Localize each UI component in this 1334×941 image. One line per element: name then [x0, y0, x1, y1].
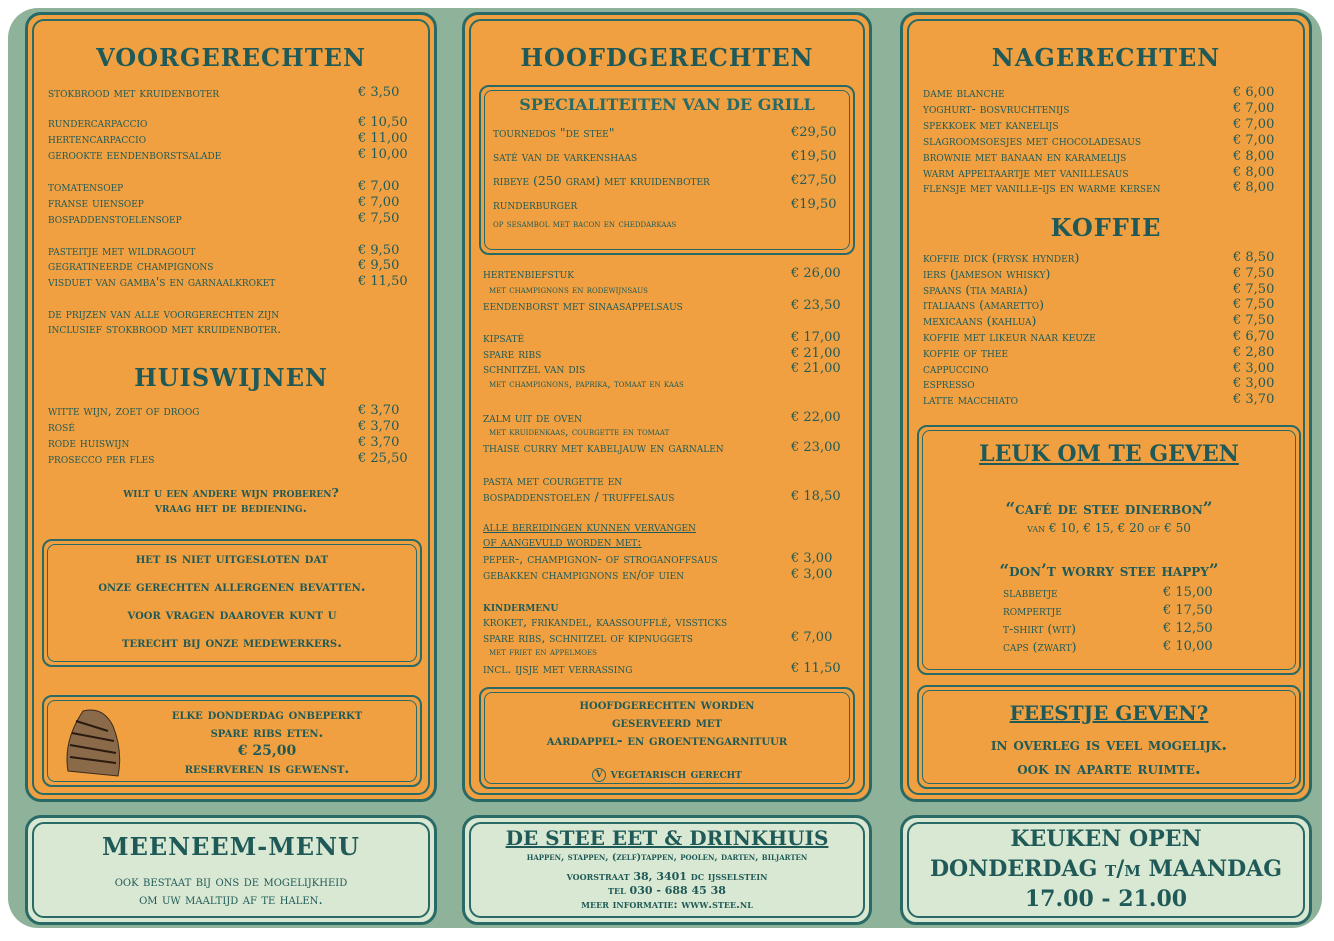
menu-item: latte macchiato: [923, 392, 1018, 407]
voorgerechten-title: VOORGERECHTEN: [96, 43, 366, 72]
stee-panel: [462, 815, 872, 925]
middle-panel: [462, 12, 872, 802]
menu-item: kindermenu: [483, 599, 559, 614]
menu-price: € 22,00: [791, 410, 841, 425]
menu-price: € 7,00: [358, 195, 400, 210]
menu-price: € 17,50: [1163, 603, 1213, 618]
menu-price: €19,50: [791, 149, 837, 164]
menu-price: € 10,00: [1163, 639, 1213, 654]
menu-item: rosé: [48, 419, 75, 434]
menu-item: runderburger: [493, 197, 578, 212]
menu-item: koffie of thee: [923, 345, 1009, 360]
koffie-title: KOFFIE: [1050, 213, 1162, 242]
menu-price: € 7,50: [1233, 266, 1275, 281]
menu-item: franse uiensoep: [48, 195, 144, 210]
menu-price: € 8,50: [1233, 250, 1275, 265]
menu-item: prosecco per fles: [48, 451, 155, 466]
menu-item: t-shirt (wit): [1003, 621, 1076, 636]
menu-item: visduet van gamba's en garnaalkroket: [48, 274, 276, 289]
feest-line: ook in aparte ruimte.: [1017, 759, 1201, 779]
ribs-line: elke donderdag onbeperkt: [171, 707, 363, 723]
menu-price: € 3,70: [1233, 392, 1275, 407]
menu-item: met champignons, paprika, tomaat en kaas: [489, 378, 684, 390]
vegetarian-icon: V: [592, 768, 606, 782]
stee-sub: happen, stappen, (zelf)tappen, poolen, darten, biljarten: [526, 852, 808, 863]
menu-price: € 7,00: [1233, 117, 1275, 132]
menu-price: € 3,70: [358, 419, 400, 434]
menu-price: € 18,50: [791, 489, 841, 504]
menu-item: peper-, champignon- of stroganoffsaus: [483, 551, 718, 566]
keuken-panel: [900, 815, 1312, 925]
menu-item: witte wijn, zoet of droog: [48, 403, 200, 418]
menu-item: schnitzel van dis: [483, 361, 586, 376]
keuken-line: KEUKEN OPEN: [1010, 826, 1202, 852]
menu-price: € 7,50: [1233, 282, 1275, 297]
huiswijnen-title: HUISWIJNEN: [134, 363, 328, 392]
wijn-note: wilt u een andere wijn proberen?: [123, 485, 339, 500]
menu-item: alle bereidingen kunnen vervangen: [483, 519, 696, 534]
menu-item: hertencarpaccio: [48, 131, 147, 146]
menu-price: € 11,50: [791, 661, 841, 676]
meeneem-panel: [25, 815, 437, 925]
menu-item: gegratineerde champignons: [48, 258, 214, 273]
menu-price: € 23,00: [791, 440, 841, 455]
menu-item: flensje met vanille-ijs en warme kersen: [923, 180, 1161, 195]
grill-box: [479, 85, 855, 255]
meeneem-line: ook bestaat bij ons de mogelijkheid: [114, 874, 348, 890]
garnish-line: geserveerd met: [612, 715, 722, 731]
allergen-line: voor vragen daarover kunt u: [127, 607, 337, 623]
menu-price: € 21,00: [791, 346, 841, 361]
ribs-line: reserveren is gewenst.: [184, 761, 350, 777]
menu-item: incl. ijsje met verrassing: [483, 661, 633, 676]
menu-price: € 26,00: [791, 266, 841, 281]
stee-title: DE STEE EET & DRINKHUIS: [505, 826, 829, 850]
meeneem-title: MEENEEM-MENU: [102, 832, 360, 861]
menu-price: € 7,00: [1233, 101, 1275, 116]
menu-item: thaise curry met kabeljauw en garnalen: [483, 440, 724, 455]
menu-item: koffie met likeur naar keuze: [923, 329, 1096, 344]
menu-item: hertenbiefstuk: [483, 266, 574, 281]
menu-price: € 7,50: [1233, 297, 1275, 312]
stee-website[interactable]: meer informatie: www.stee.nl: [581, 898, 753, 911]
menu-item: met kruidenkaas, courgette en tomaat: [489, 426, 670, 438]
menu-item: tomatensoep: [48, 179, 124, 194]
menu-item: cappuccino: [923, 361, 989, 376]
menu-item: kipsaté: [483, 330, 525, 345]
garnish-box: [479, 687, 855, 789]
menu-item: dame blanche: [923, 85, 1005, 100]
menu-item: iers (jameson whisky): [923, 266, 1051, 281]
menu-price: €19,50: [791, 197, 837, 212]
menu-item: saté van de varkenshaas: [493, 149, 638, 164]
menu-price: € 3,70: [358, 435, 400, 450]
menu-price: € 7,00: [358, 179, 400, 194]
menu-item: yoghurt- bosvruchtenijs: [923, 101, 1070, 116]
menu-price: € 21,00: [791, 361, 841, 376]
menu-price: € 3,00: [1233, 376, 1275, 391]
garnish-line: hoofdgerechten worden: [579, 697, 755, 713]
menu-price: € 11,50: [358, 274, 408, 289]
menu-item: gerookte eendenborstsalade: [48, 147, 222, 162]
menu-item: spare ribs, schnitzel of kipnuggets: [483, 630, 693, 645]
menu-price: € 23,50: [791, 298, 841, 313]
ribs-box: [42, 695, 422, 787]
menu-price: € 7,00: [791, 630, 833, 645]
allergen-line: onze gerechten allergenen bevatten.: [98, 579, 366, 595]
menu-price: € 3,00: [791, 567, 833, 582]
menu-item: met friet en appelmoes: [489, 646, 597, 658]
ribs-line: spare ribs eten.: [210, 725, 324, 741]
menu-item: rundercarpaccio: [48, 115, 148, 130]
menu-item: brownie met banaan en karamelijs: [923, 149, 1127, 164]
menu-item: zalm uit de oven: [483, 410, 582, 425]
garnish-line: aardappel- en groentengarnituur: [546, 733, 788, 749]
menu-item: pasta met courgette en: [483, 473, 623, 488]
menu-price: € 10,00: [358, 147, 408, 162]
menu-price: € 8,00: [1233, 149, 1275, 164]
hoofdgerechten-title: HOOFDGERECHTEN: [520, 43, 814, 72]
menu-item: espresso: [923, 376, 975, 391]
menu-price: € 15,00: [1163, 585, 1213, 600]
menu-price: € 7,50: [1233, 313, 1275, 328]
leuk-box: [917, 425, 1301, 675]
voor-note: inclusief stokbrood met kruidenboter.: [48, 321, 282, 336]
menu-item: rode huiswijn: [48, 435, 130, 450]
menu-item: koffie dick (frysk hynder): [923, 250, 1080, 265]
meeneem-line: om uw maaltijd af te halen.: [139, 892, 323, 908]
feest-line: in overleg is veel mogelijk.: [990, 735, 1228, 755]
nagerechten-title: NAGERECHTEN: [991, 43, 1221, 72]
allergen-line: het is niet uitgesloten dat: [135, 551, 329, 567]
menu-price: € 3,00: [791, 551, 833, 566]
grill-title: SPECIALITEITEN VAN DE GRILL: [519, 95, 815, 114]
menu-item: warm appeltaartje met vanillesaus: [923, 165, 1129, 180]
leuk-title: LEUK OM TE GEVEN: [979, 441, 1239, 467]
menu-price: € 9,50: [358, 243, 400, 258]
menu-price: € 17,00: [791, 330, 841, 345]
menu-price: €27,50: [791, 173, 837, 188]
menu-item: of aangevuld worden met:: [483, 534, 642, 549]
keuken-line: DONDERDAG t/m MAANDAG: [929, 856, 1283, 882]
voor-note: de prijzen van alle voorgerechten zijn: [48, 306, 280, 321]
menu-item: met champignons en rodewijnsaus: [489, 284, 648, 296]
keuken-hours: 17.00 - 21.00: [1024, 886, 1188, 912]
dinerbon: “café de stee dinerbon”: [1005, 499, 1213, 519]
menu-item: bospaddenstoelen / truffelsaus: [483, 489, 675, 504]
menu-item: tournedos "de stee": [493, 125, 615, 140]
menu-item: spaans (tia maria): [923, 282, 1028, 297]
menu-price: € 10,50: [358, 115, 408, 130]
menu-price: € 8,00: [1233, 165, 1275, 180]
menu-item: rompertje: [1003, 603, 1062, 618]
menu-price: € 25,50: [358, 451, 408, 466]
menu-price: € 7,50: [358, 211, 400, 226]
veg-legend: V vegetarisch gerecht: [481, 767, 853, 782]
menu-price: € 3,00: [1233, 361, 1275, 376]
menu-price: € 9,50: [358, 258, 400, 273]
menu-price: € 6,70: [1233, 329, 1275, 344]
left-panel: [25, 12, 437, 802]
feest-box: [917, 685, 1301, 789]
stee-happy: “don’t worry stee happy”: [999, 561, 1219, 581]
menu-item: bospaddenstoelensoep: [48, 211, 182, 226]
menu-item: caps (zwart): [1003, 639, 1077, 654]
menu-price: € 3,50: [358, 85, 400, 100]
menu-item: eendenborst met sinaasappelsaus: [483, 298, 683, 313]
right-panel: [900, 12, 1312, 802]
menu-item: italiaans (amaretto): [923, 297, 1044, 312]
feest-title: FEESTJE GEVEN?: [1009, 701, 1209, 725]
menu-item: stokbrood met kruidenboter: [48, 85, 220, 100]
menu-item: slagroomsoesjes met chocoladesaus: [923, 133, 1141, 148]
menu-item: kroket, frikandel, kaassoufflé, vissticks: [483, 614, 728, 629]
allergen-box: [42, 539, 422, 667]
menu-item: ribeye (250 gram) met kruidenboter: [493, 173, 710, 188]
menu-price: € 11,00: [358, 131, 408, 146]
menu-price: € 12,50: [1163, 621, 1213, 636]
menu-price: €29,50: [791, 125, 837, 140]
stee-address: voorstraat 38, 3401 dc ijsselstein: [566, 870, 768, 883]
dinerbon-sub: van € 10, € 15, € 20 of € 50: [1027, 521, 1191, 535]
menu-item: spare ribs: [483, 346, 542, 361]
grill-sub: op sesambol met bacon en cheddarkaas: [493, 218, 677, 230]
menu-item: mexicaans (kahlua): [923, 313, 1037, 328]
ribs-line: € 25,00: [237, 743, 297, 759]
menu-price: € 7,00: [1233, 133, 1275, 148]
menu-item: gebakken champignons en/of uien: [483, 567, 685, 582]
allergen-line: terecht bij onze medewerkers.: [122, 635, 342, 651]
menu-price: € 8,00: [1233, 180, 1275, 195]
menu-price: € 2,80: [1233, 345, 1275, 360]
menu-item: pasteitje met wildragout: [48, 243, 196, 258]
menu-item: slabbetje: [1003, 585, 1058, 600]
stee-phone: tel 030 - 688 45 38: [608, 884, 726, 897]
menu-price: € 3,70: [358, 403, 400, 418]
wijn-note: vraag het de bediening.: [155, 500, 307, 515]
menu-item: spekkoek met kaneelijs: [923, 117, 1059, 132]
menu-price: € 6,00: [1233, 85, 1275, 100]
